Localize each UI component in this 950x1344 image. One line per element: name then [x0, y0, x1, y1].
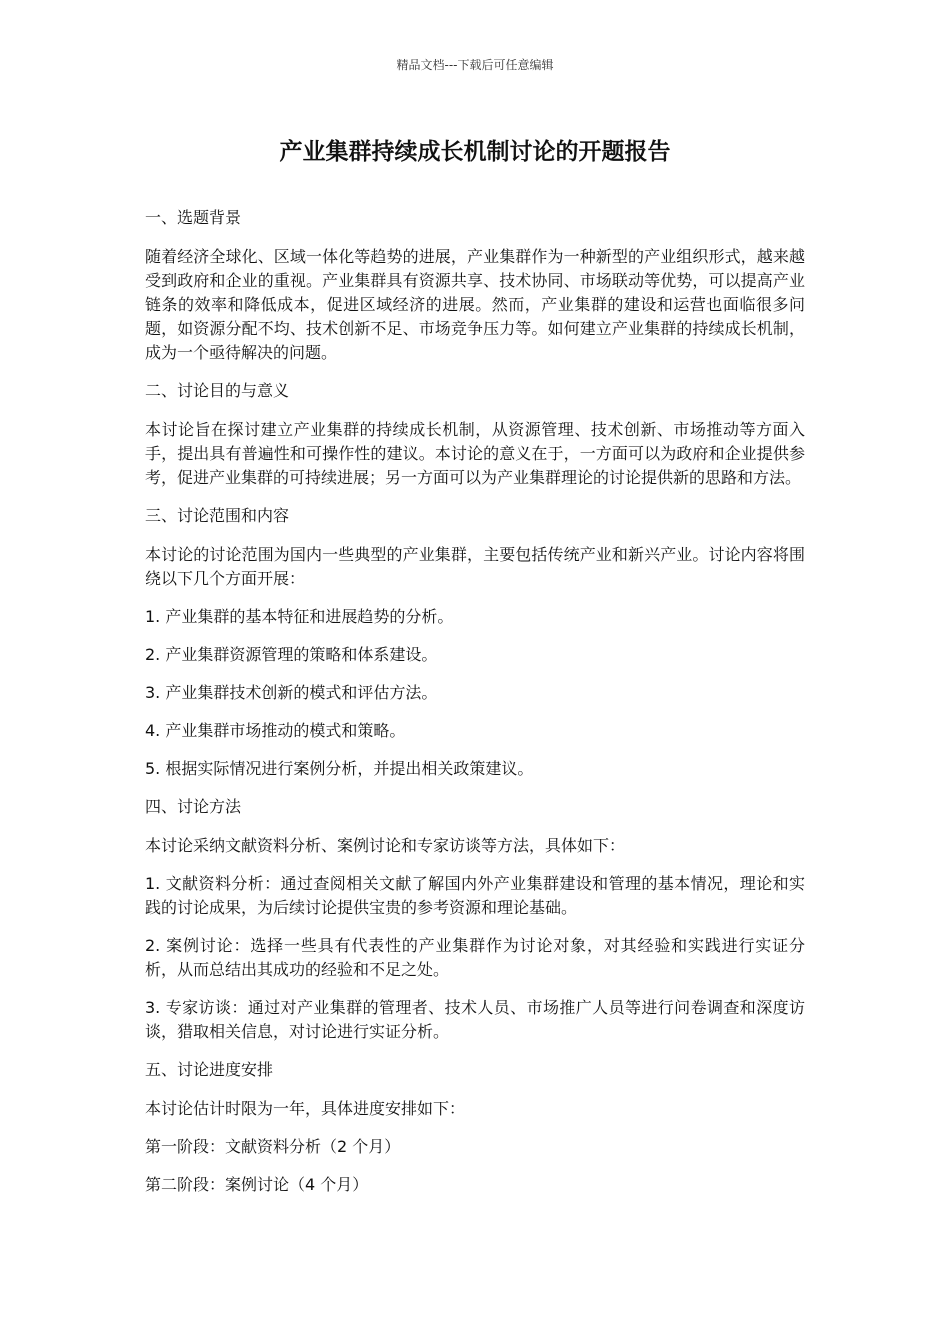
- list-item: 1. 产业集群的基本特征和进展趋势的分析。: [145, 607, 454, 626]
- header-note: 精品文档---下载后可任意编辑: [396, 58, 554, 72]
- list-item: 1. 文献资料分析：通过查阅相关文献了解国内外产业集群建设和管理的基本情况，理论和实践的讨论成果，为后续讨论提供宝贵的参考资源和理论基础。: [145, 874, 805, 917]
- list-item: 2. 产业集群资源管理的策略和体系建设。: [145, 645, 438, 664]
- paragraph-scope: 本讨论的讨论范围为国内一些典型的产业集群，主要包括传统产业和新兴产业。讨论内容将围绕以下几个方面开展：: [145, 545, 805, 588]
- paragraph-methods: 本讨论采纳文献资料分析、案例讨论和专家访谈等方法，具体如下：: [145, 836, 626, 855]
- list-item: 5. 根据实际情况进行案例分析，并提出相关政策建议。: [145, 759, 534, 778]
- list-item: 2. 案例讨论：选择一些具有代表性的产业集群作为讨论对象，对其经验和实践进行实证分析，从而总结出其成功的经验和不足之处。: [145, 936, 805, 979]
- section-heading-purpose: 二、讨论目的与意义: [145, 381, 290, 400]
- section-heading-schedule: 五、讨论进度安排: [145, 1060, 274, 1079]
- document-title: 产业集群持续成长机制讨论的开题报告: [279, 139, 671, 165]
- section-heading-methods: 四、讨论方法: [145, 797, 242, 816]
- paragraph-schedule: 本讨论估计时限为一年，具体进度安排如下：: [145, 1099, 466, 1118]
- list-item: 第一阶段：文献资料分析（2 个月）: [145, 1137, 401, 1156]
- list-item: 4. 产业集群市场推动的模式和策略。: [145, 721, 406, 740]
- document-body: [145, 206, 805, 1211]
- list-item: 第二阶段：案例讨论（4 个月）: [145, 1175, 369, 1194]
- section-heading-scope: 三、讨论范围和内容: [145, 506, 290, 525]
- section-heading-background: 一、选题背景: [145, 208, 242, 227]
- list-item: 3. 产业集群技术创新的模式和评估方法。: [145, 683, 438, 702]
- list-item: 3. 专家访谈：通过对产业集群的管理者、技术人员、市场推广人员等进行问卷调查和深度访谈，猎取相关信息，对讨论进行实证分析。: [145, 998, 805, 1041]
- paragraph-background: 随着经济全球化、区域一体化等趋势的进展，产业集群作为一种新型的产业组织形式，越来越受到政府和企业的重视。产业集群具有资源共享、技术协同、市场联动等优势，可以提高产业链条的效率和降低成本，促进区域经济的进展。然而，产业集群的建设和运营也面临很多问题，如资源分配不均、技术创新不足、市场竞争压力等。如何建立产业集群的持续成长机制，成为一个亟待解决的问题。: [145, 247, 805, 362]
- paragraph-purpose: 本讨论旨在探讨建立产业集群的持续成长机制，从资源管理、技术创新、市场推动等方面入手，提出具有普遍性和可操作性的建议。本讨论的意义在于，一方面可以为政府和企业提供参考，促进产业集群的可持续进展；另一方面可以为产业集群理论的讨论提供新的思路和方法。: [145, 420, 805, 487]
